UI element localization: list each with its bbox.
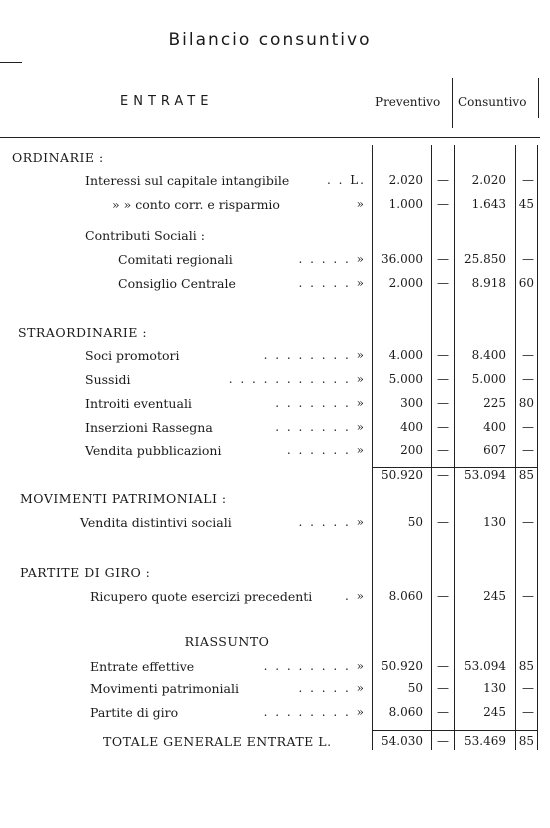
consuntivo-cents: 85 — [518, 468, 534, 482]
row-label: Partite di giro — [90, 705, 179, 720]
consuntivo-cents: 85 — [518, 659, 534, 673]
consuntivo-cents: — — [522, 443, 534, 457]
row-label: Interessi sul capitale intangibile — [85, 173, 290, 188]
consuntivo-value: 8.400 — [471, 348, 506, 362]
preventivo-value: 50 — [407, 681, 423, 695]
consuntivo-cents: 60 — [518, 276, 534, 290]
preventivo-value: 4.000 — [388, 348, 423, 362]
preventivo-value: 2.020 — [388, 173, 423, 187]
section-heading: ORDINARIE : — [12, 150, 104, 165]
left-margin-rule — [0, 62, 22, 63]
header-right-divider — [538, 78, 539, 118]
col-rule-preventivo-dash — [431, 145, 432, 750]
leader-dots: . . L. — [326, 173, 366, 187]
header-preventivo: Preventivo — [375, 95, 441, 109]
preventivo-cents: — — [437, 252, 449, 266]
row-label: Vendita pubblicazioni — [85, 443, 222, 458]
preventivo-value: 36.000 — [381, 252, 423, 266]
preventivo-value: 8.060 — [388, 705, 423, 719]
preventivo-value: 2.000 — [388, 276, 423, 290]
consuntivo-cents: — — [522, 348, 534, 362]
consuntivo-value: 1.643 — [471, 197, 506, 211]
preventivo-value: 1.000 — [388, 197, 423, 211]
header-consuntivo: Consuntivo — [458, 95, 527, 109]
row-label: Movimenti patrimoniali — [90, 681, 240, 696]
leader-dots: . . . . . » — [298, 276, 366, 290]
consuntivo-value: 5.000 — [471, 372, 506, 386]
consuntivo-value: 8.918 — [471, 276, 506, 290]
header-col-divider — [452, 78, 453, 128]
preventivo-value: 54.030 — [381, 734, 423, 748]
consuntivo-value: 400 — [483, 420, 506, 434]
consuntivo-value: 53.094 — [464, 659, 506, 673]
row-label: Contributi Sociali : — [85, 228, 205, 243]
preventivo-value: 50.920 — [381, 659, 423, 673]
row-label: Introiti eventuali — [85, 396, 192, 411]
preventivo-cents: — — [437, 734, 449, 748]
preventivo-cents: — — [437, 173, 449, 187]
consuntivo-cents: — — [522, 252, 534, 266]
preventivo-cents: — — [437, 276, 449, 290]
leader-dots: . . . . . » — [298, 681, 366, 695]
leader-dots: . » — [345, 589, 366, 603]
summary-heading: RIASSUNTO — [184, 634, 270, 649]
preventivo-cents: — — [437, 372, 449, 386]
preventivo-cents: — — [437, 443, 449, 457]
row-label: Entrate effettive — [90, 659, 195, 674]
leader-dots: . . . . . » — [298, 515, 366, 529]
preventivo-cents: — — [437, 515, 449, 529]
row-label: Soci promotori — [85, 348, 180, 363]
consuntivo-cents: — — [522, 372, 534, 386]
leader-dots: . . . . . . . » — [275, 396, 366, 410]
consuntivo-cents: — — [522, 420, 534, 434]
leader-dots: . . . . . . . . » — [263, 659, 366, 673]
consuntivo-cents: 45 — [518, 197, 534, 211]
section-heading: PARTITE DI GIRO : — [20, 565, 151, 580]
consuntivo-value: 607 — [483, 443, 506, 457]
leader-dots: . . . . . . . » — [275, 420, 366, 434]
consuntivo-value: 245 — [483, 705, 506, 719]
consuntivo-value: 53.469 — [464, 734, 506, 748]
header-rule — [0, 137, 540, 138]
row-label: Consiglio Centrale — [118, 276, 236, 291]
consuntivo-value: 2.020 — [471, 173, 506, 187]
preventivo-value: 5.000 — [388, 372, 423, 386]
preventivo-cents: — — [437, 197, 449, 211]
preventivo-cents: — — [437, 420, 449, 434]
leader-dots: . . . . . » — [298, 252, 366, 266]
preventivo-cents: — — [437, 659, 449, 673]
section-heading: STRAORDINARIE : — [18, 325, 148, 340]
row-label: Comitati regionali — [118, 252, 233, 267]
preventivo-cents: — — [437, 348, 449, 362]
leader-dots: . . . . . . . . . . . » — [228, 372, 366, 386]
consuntivo-value: 25.850 — [464, 252, 506, 266]
leader-dots: . . . . . . » — [286, 443, 366, 457]
preventivo-value: 200 — [400, 443, 423, 457]
consuntivo-value: 53.094 — [464, 468, 506, 482]
consuntivo-value: 225 — [483, 396, 506, 410]
col-rule-consuntivo — [454, 145, 455, 750]
grandtotal-rule — [372, 730, 537, 731]
consuntivo-cents: — — [522, 515, 534, 529]
row-label: » » conto corr. e risparmio — [112, 197, 280, 212]
preventivo-value: 300 — [400, 396, 423, 410]
consuntivo-value: 130 — [483, 681, 506, 695]
preventivo-cents: — — [437, 705, 449, 719]
consuntivo-cents: 85 — [518, 734, 534, 748]
preventivo-value: 400 — [400, 420, 423, 434]
grand-total-label: TOTALE GENERALE ENTRATE L. — [103, 734, 332, 749]
consuntivo-cents: — — [522, 705, 534, 719]
header-entrate: ENTRATE — [120, 94, 214, 109]
col-rule-preventivo — [372, 145, 373, 750]
preventivo-cents: — — [437, 396, 449, 410]
row-label: Vendita distintivi sociali — [80, 515, 232, 530]
consuntivo-cents: — — [522, 589, 534, 603]
preventivo-value: 50.920 — [381, 468, 423, 482]
consuntivo-value: 245 — [483, 589, 506, 603]
preventivo-value: 8.060 — [388, 589, 423, 603]
preventivo-cents: — — [437, 681, 449, 695]
leader-dots: . . . . . . . . » — [263, 348, 366, 362]
row-label: Ricupero quote esercizi precedenti — [90, 589, 313, 604]
leader-dots: » — [356, 197, 366, 211]
col-rule-right — [537, 145, 538, 750]
row-label: Inserzioni Rassegna — [85, 420, 213, 435]
consuntivo-cents: — — [522, 173, 534, 187]
preventivo-cents: — — [437, 468, 449, 482]
consuntivo-value: 130 — [483, 515, 506, 529]
consuntivo-cents: 80 — [518, 396, 534, 410]
row-label: Sussidi — [85, 372, 131, 387]
preventivo-value: 50 — [407, 515, 423, 529]
leader-dots: . . . . . . . . » — [263, 705, 366, 719]
page-title: Bilancio consuntivo — [168, 30, 372, 50]
col-rule-consuntivo-cents — [515, 145, 516, 750]
preventivo-cents: — — [437, 589, 449, 603]
consuntivo-cents: — — [522, 681, 534, 695]
section-heading: MOVIMENTI PATRIMONIALI : — [20, 491, 227, 506]
